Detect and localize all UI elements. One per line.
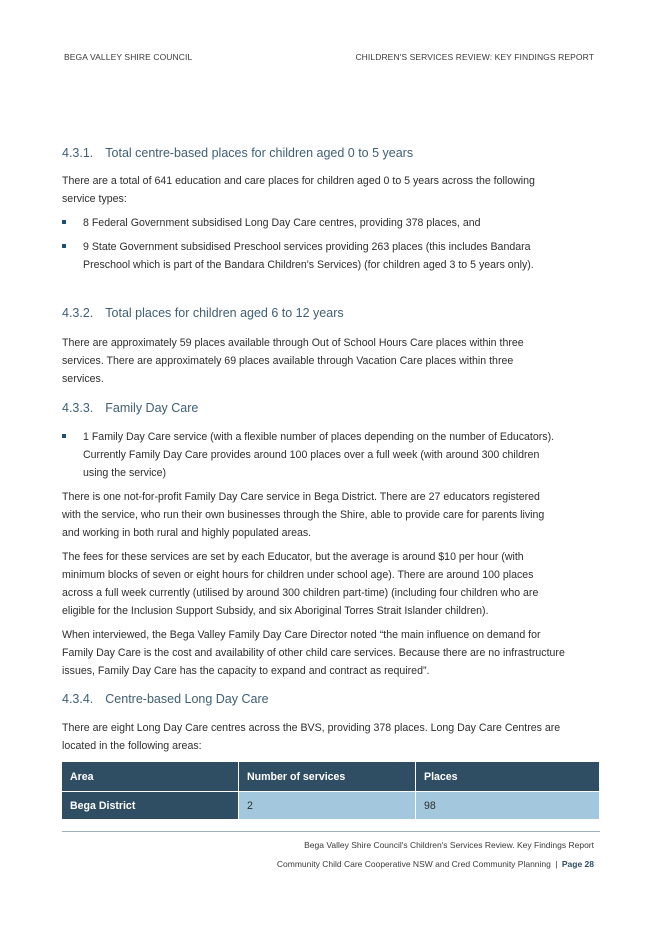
footer-separator: | xyxy=(555,859,558,869)
footer-credits xyxy=(62,859,594,869)
section-number: 4.3.4. xyxy=(62,692,94,706)
header-report-title: CHILDREN'S SERVICES REVIEW: KEY FINDINGS REPORT xyxy=(355,52,594,62)
section-number: 4.3.1. xyxy=(62,146,94,160)
footer-divider xyxy=(62,831,600,832)
text-line: across a full week currently (utilised by around 300 children part-time) (including four children who are xyxy=(62,587,539,599)
section-title: Family Day Care xyxy=(105,401,199,415)
column-header-places: Places xyxy=(416,762,600,792)
table-row xyxy=(62,792,600,820)
text-line: There are eight Long Day Care centres across the BVS, providing 378 places. Long Day Care Centres are xyxy=(62,722,561,734)
text-line: with the service, who run their own businesses through the Shire, able to provide care for parents living xyxy=(62,509,545,521)
column-header-area: Area xyxy=(62,762,239,792)
section-number: 4.3.2. xyxy=(62,306,94,320)
text-line: services. xyxy=(62,373,104,385)
list-item-text: 1 Family Day Care service (with a flexible number of places depending on the number of Educators). xyxy=(83,431,555,443)
section-heading-4-3-3 xyxy=(62,399,600,417)
text-line: There is one not-for-profit Family Day Care service in Bega District. There are 27 educators registered xyxy=(62,491,540,503)
paragraph xyxy=(62,548,600,620)
text-line: Family Day Care is the cost and availability of other child care services. Because there are no infrastructure xyxy=(62,647,565,659)
list-item-text: 8 Federal Government subsidised Long Day Care centres, providing 378 places, and xyxy=(83,217,481,229)
list-item xyxy=(62,238,600,274)
list-item-text: Preschool which is part of the Bandara Children's Services) (for children aged 3 to 5 years only). xyxy=(83,259,534,271)
paragraph xyxy=(62,626,600,680)
page-number: Page 28 xyxy=(561,859,594,869)
bullet-icon xyxy=(62,244,66,248)
bullet-icon xyxy=(62,220,66,224)
section-heading-4-3-1 xyxy=(62,144,600,162)
bullet-list xyxy=(62,214,600,274)
section-heading-4-3-4 xyxy=(62,690,600,708)
bullet-icon xyxy=(62,434,66,438)
text-line: There are approximately 59 places available through Out of School Hours Care places within three xyxy=(62,337,524,349)
section-title: Total centre-based places for children aged 0 to 5 years xyxy=(105,146,414,160)
paragraph xyxy=(62,172,600,208)
footer-authors: Community Child Care Cooperative NSW and Cred Community Planning xyxy=(276,859,551,869)
bullet-list xyxy=(62,428,600,482)
text-line: services. There are approximately 69 places available through Vacation Care places within three xyxy=(62,355,514,367)
list-item xyxy=(62,428,600,482)
text-line: eligible for the Inclusion Support Subsidy, and six Aboriginal Torres Strait Islander children). xyxy=(62,605,489,617)
text-line: and working in both rural and highly populated areas. xyxy=(62,527,312,539)
text-line: located in the following areas: xyxy=(62,740,202,752)
list-item-text: Currently Family Day Care provides around 100 places over a full week (with around 300 children xyxy=(83,449,540,461)
table-cell-area: Bega District xyxy=(62,792,239,820)
header-organisation: BEGA VALLEY SHIRE COUNCIL xyxy=(64,52,193,62)
text-line: There are a total of 641 education and care places for children aged 0 to 5 years across the following xyxy=(62,175,535,187)
table-cell-places: 98 xyxy=(416,792,600,820)
table-header-row xyxy=(62,762,600,792)
section-title: Centre-based Long Day Care xyxy=(105,692,269,706)
text-line: minimum blocks of seven or eight hours for children under school age). There are around 100 places xyxy=(62,569,534,581)
section-number: 4.3.3. xyxy=(62,401,94,415)
paragraph xyxy=(62,488,600,542)
page-content xyxy=(62,144,600,819)
paragraph xyxy=(62,719,600,755)
section-heading-4-3-2 xyxy=(62,304,600,322)
list-item xyxy=(62,214,600,232)
list-item-text: using the service) xyxy=(83,467,167,479)
section-title: Total places for children aged 6 to 12 years xyxy=(105,306,344,320)
table-cell-number-of-services: 2 xyxy=(239,792,416,820)
footer-report-title: Bega Valley Shire Council's Children's Services Review. Key Findings Report xyxy=(304,840,594,850)
text-line: service types: xyxy=(62,193,127,205)
column-header-number-of-services: Number of services xyxy=(239,762,416,792)
text-line: The fees for these services are set by each Educator, but the average is around $10 per hour (with xyxy=(62,551,524,563)
paragraph xyxy=(62,334,600,388)
text-line: issues, Family Day Care has the capacity to expand and contract as required”. xyxy=(62,665,430,677)
long-day-care-table xyxy=(62,762,600,819)
list-item-text: 9 State Government subsidised Preschool services providing 263 places (this includes Bandara xyxy=(83,241,531,253)
text-line: When interviewed, the Bega Valley Family Day Care Director noted “the main influence on demand for xyxy=(62,629,541,641)
